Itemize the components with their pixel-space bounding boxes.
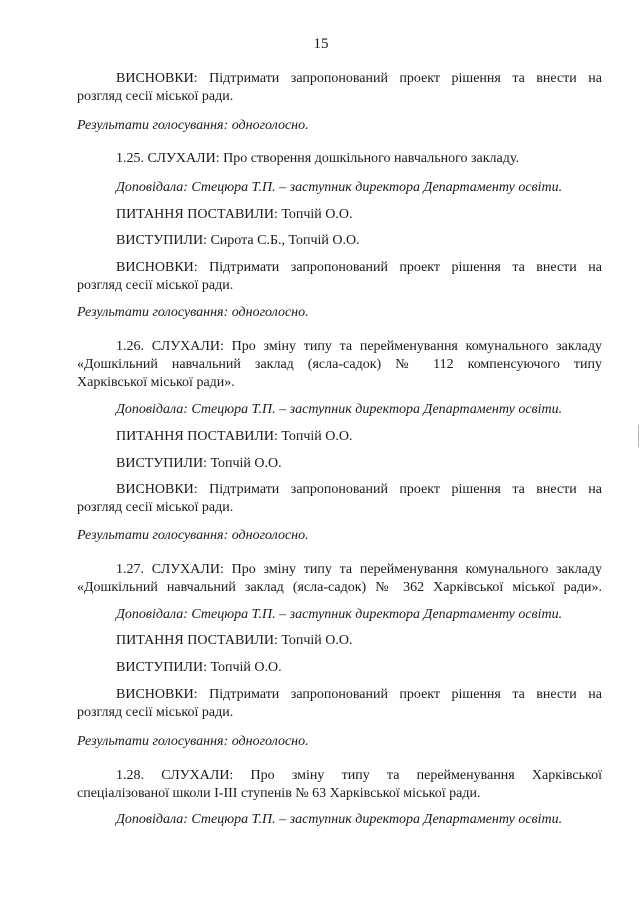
speakers-line: ВИСТУПИЛИ: Топчій О.О. bbox=[116, 456, 282, 471]
agenda-item-heading: Харківської міської ради». bbox=[77, 375, 235, 390]
agenda-item-heading: «Дошкільний навчальний заклад (ясла-садок) № 112 компенсуючого типу bbox=[77, 357, 602, 372]
speaker-line: Доповідала: Стецюра Т.П. – заступник директора Департаменту освіти. bbox=[116, 812, 563, 827]
agenda-item-heading: «Дошкільний навчальний заклад (ясла-садок) № 362 Харківської міської ради». bbox=[77, 580, 602, 595]
scan-edge-mark bbox=[638, 425, 639, 447]
voting-result: Результати голосування: одноголосно. bbox=[77, 528, 309, 543]
questions-line: ПИТАННЯ ПОСТАВИЛИ: Топчій О.О. bbox=[116, 633, 353, 648]
agenda-item-heading: 1.26. СЛУХАЛИ: Про зміну типу та перейменування комунального закладу bbox=[116, 339, 602, 354]
agenda-item-heading: 1.27. СЛУХАЛИ: Про зміну типу та перейменування комунального закладу bbox=[116, 562, 602, 577]
voting-result: Результати голосування: одноголосно. bbox=[77, 305, 309, 320]
conclusion-line: ВИСНОВКИ: Підтримати запропонований проект рішення та внести на bbox=[116, 687, 602, 702]
voting-result: Результати голосування: одноголосно. bbox=[77, 118, 309, 133]
speaker-line: Доповідала: Стецюра Т.П. – заступник директора Департаменту освіти. bbox=[116, 402, 563, 417]
speakers-line: ВИСТУПИЛИ: Топчій О.О. bbox=[116, 660, 282, 675]
conclusion-line: розгляд сесії міської ради. bbox=[77, 89, 234, 104]
agenda-item-heading: 1.28. СЛУХАЛИ: Про зміну типу та перейменування Харківської bbox=[116, 768, 602, 783]
speakers-line: ВИСТУПИЛИ: Сирота С.Б., Топчій О.О. bbox=[116, 233, 360, 248]
agenda-item-heading: спеціалізованої школи І-ІІІ ступенів № 63 Харківської міської ради. bbox=[77, 786, 481, 801]
questions-line: ПИТАННЯ ПОСТАВИЛИ: Топчій О.О. bbox=[116, 429, 353, 444]
voting-result: Результати голосування: одноголосно. bbox=[77, 734, 309, 749]
agenda-item-heading: 1.25. СЛУХАЛИ: Про створення дошкільного навчального закладу. bbox=[116, 151, 519, 166]
page-number: 15 bbox=[313, 36, 329, 52]
conclusion-line: ВИСНОВКИ: Підтримати запропонований проект рішення та внести на bbox=[116, 71, 602, 86]
speaker-line: Доповідала: Стецюра Т.П. – заступник директора Департаменту освіти. bbox=[116, 180, 563, 195]
conclusion-line: розгляд сесії міської ради. bbox=[77, 500, 234, 515]
speaker-line: Доповідала: Стецюра Т.П. – заступник директора Департаменту освіти. bbox=[116, 607, 563, 622]
conclusion-line: ВИСНОВКИ: Підтримати запропонований проект рішення та внести на bbox=[116, 482, 602, 497]
conclusion-line: розгляд сесії міської ради. bbox=[77, 278, 234, 293]
conclusion-line: ВИСНОВКИ: Підтримати запропонований проект рішення та внести на bbox=[116, 260, 602, 275]
conclusion-line: розгляд сесії міської ради. bbox=[77, 705, 234, 720]
questions-line: ПИТАННЯ ПОСТАВИЛИ: Топчій О.О. bbox=[116, 207, 353, 222]
